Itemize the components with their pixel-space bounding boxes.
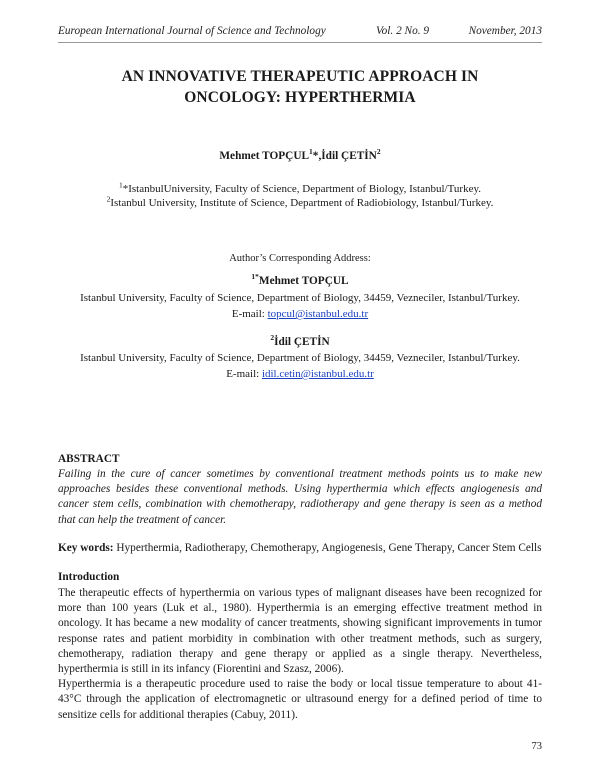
introduction-heading: Introduction: [58, 571, 120, 583]
author-email-line: [0, 308, 600, 320]
email-link[interactable]: topcul@istanbul.edu.tr: [267, 308, 369, 320]
abstract-text: Failing in the cure of cancer sometimes by conventional treatment methods points us to make new approaches besides these conventional methods. Using hyperthermia which effects angiogenesis and cancer stem cells, combination with chemotherapy, radiotherapy and gene therapy is seen as a method that can help the treatment of cancer.: [58, 468, 542, 526]
author-separator: ,: [318, 150, 322, 162]
introduction-body: [58, 586, 542, 723]
corresponding-author-name: [0, 333, 600, 348]
title-line: ONCOLOGY: HYPERTHERMIA: [184, 89, 416, 106]
keywords-label: Key words:: [58, 542, 114, 554]
author-affiliation-mark: 1*: [251, 272, 259, 282]
keywords-text: Hyperthermia, Radiotherapy, Chemotherapy, Angiogenesis, Gene Therapy, Cancer Stem Cells: [113, 542, 542, 554]
email-label: E-mail:: [231, 308, 268, 320]
author-name: İdil ÇETİN: [321, 150, 377, 162]
author-list: [0, 147, 600, 162]
affiliation-mark: 2: [106, 194, 111, 204]
affiliation-text: *IstanbulUniversity, Faculty of Science, Department of Biology, Istanbul/Turkey.: [122, 183, 481, 195]
issue-date: November, 2013: [468, 25, 542, 37]
author-name: İdil ÇETİN: [274, 336, 330, 348]
abstract-heading: ABSTRACT: [58, 453, 120, 465]
paragraph: The therapeutic effects of hyperthermia on various types of malignant diseases have been recognized for more than 100 years (Luk et al., 1980). Hyperthermia is an emerging effective treatment method in oncology. It has became a new modality of cancer treatments, showing significant improvements in tumor response rates and patient morbidity in combination with other treatment methods, such as surgery, chemotherapy, radiation therapy and gene therapy or applied as a single therapy. Nevertheless, hyperthermia is still in its infancy (Fiorentini and Szasz, 2006).: [58, 587, 542, 676]
affiliation: [0, 182, 600, 197]
author-email-line: [0, 368, 600, 380]
affiliation-mark: 1: [118, 180, 123, 190]
author-name: Mehmet TOPÇUL: [258, 275, 349, 287]
paper-title: [60, 66, 540, 108]
author-affiliation-mark: 1: [309, 147, 313, 157]
affiliation-text: Istanbul University, Institute of Science, Department of Radiobiology, Istanbul/Turkey.: [110, 197, 494, 209]
author-affiliation-mark: 2: [376, 147, 381, 157]
page-number: 73: [531, 741, 542, 752]
running-header: [58, 25, 542, 41]
affiliation: [0, 196, 600, 211]
author-address: Istanbul University, Faculty of Science, Department of Biology, 34459, Vezneciler, Istanbul/Turkey.: [80, 292, 520, 304]
title-line: AN INNOVATIVE THERAPEUTIC APPROACH IN: [121, 68, 479, 85]
paragraph: Hyperthermia is a therapeutic procedure used to raise the body or local tissue temperature to about 41-43°C through the application of electromagnetic or ultrasound energy for a defined period of time to sensitize cells for additional therapies (Cabuy, 2011).: [58, 678, 542, 721]
corresponding-address-label: Author’s Corresponding Address:: [229, 253, 371, 264]
volume-number: Vol. 2 No. 9: [376, 25, 430, 37]
journal-name: European International Journal of Science and Technology: [58, 25, 326, 37]
author-affiliation-mark: 2: [270, 333, 275, 343]
corresponding-author-name: [0, 272, 600, 287]
author-name: Mehmet TOPÇUL: [219, 150, 310, 162]
author-address: Istanbul University, Faculty of Science, Department of Biology, 34459, Vezneciler, Istanbul/Turkey.: [80, 352, 520, 364]
header-divider: [58, 42, 542, 43]
keywords-line: [58, 542, 542, 554]
corresponding-mark: *: [312, 150, 319, 162]
email-label: E-mail:: [226, 368, 262, 380]
email-link[interactable]: idil.cetin@istanbul.edu.tr: [261, 368, 374, 380]
